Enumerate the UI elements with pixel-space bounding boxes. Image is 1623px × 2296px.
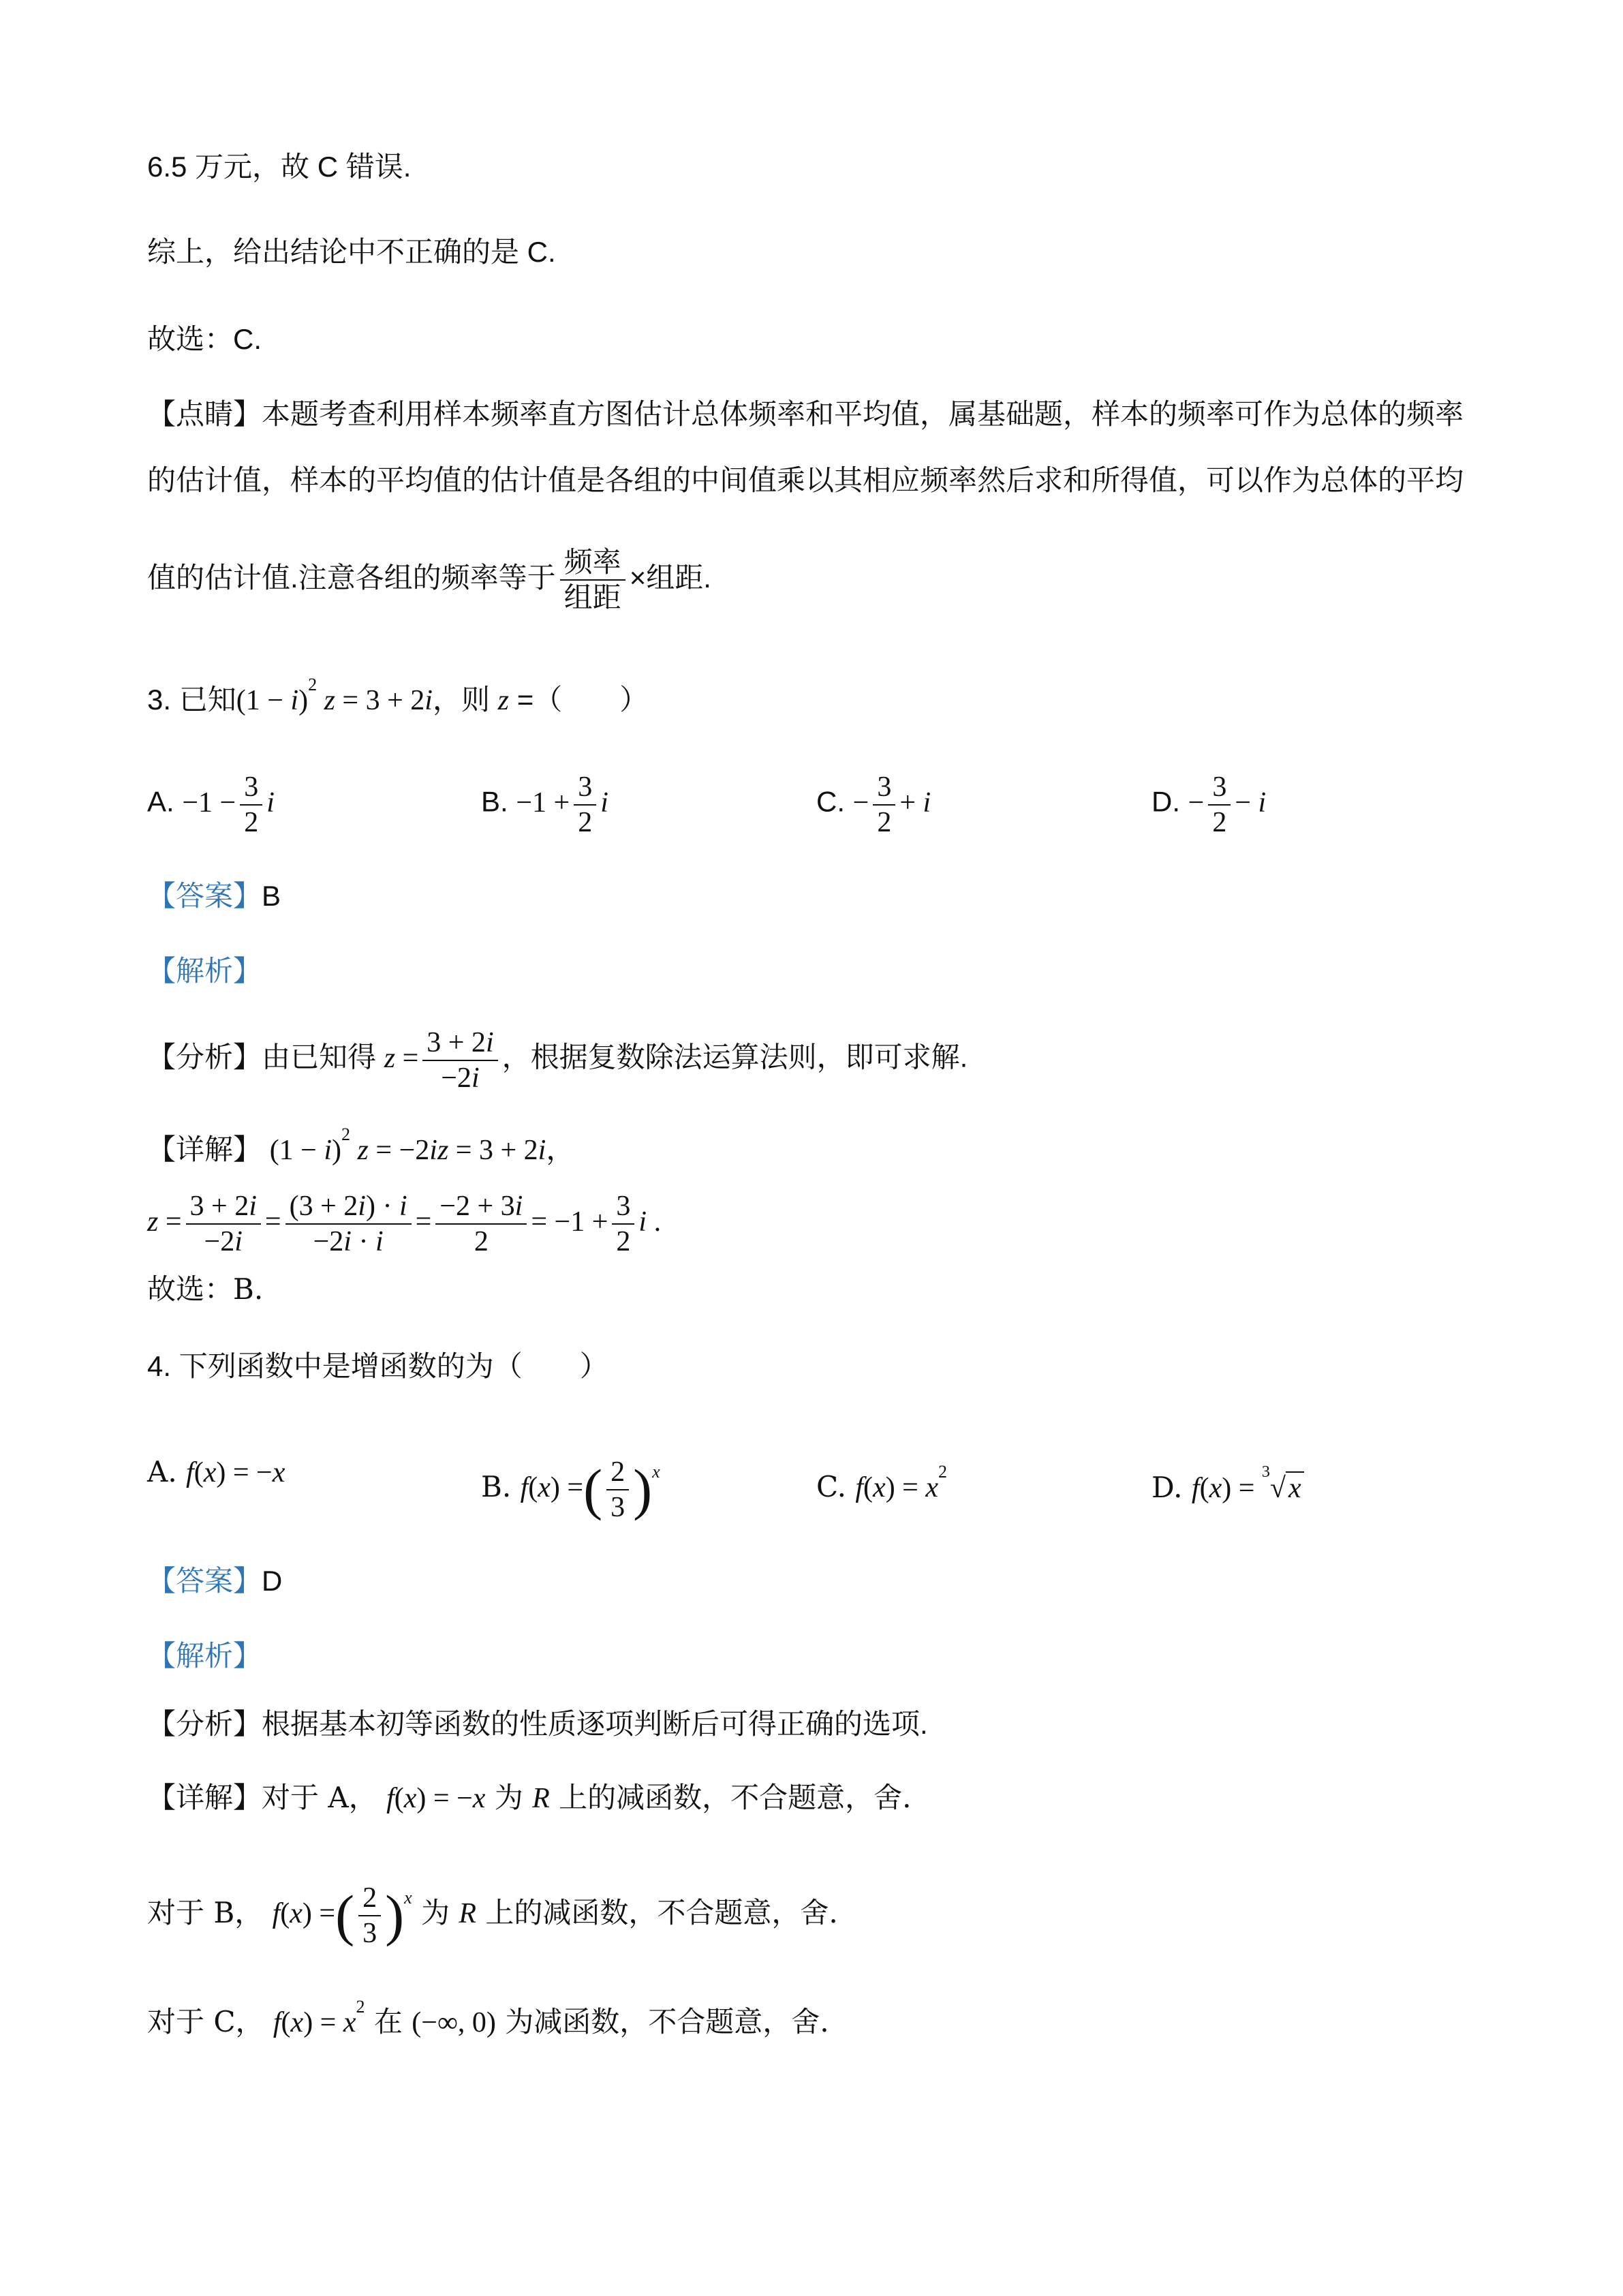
option-expression: −1 + $\frac{3}{2}$ i [516,771,608,838]
option-expression: $f(x) = x^2$ [855,1462,948,1503]
option-expression: f(x) = $^3$√x [1192,1473,1304,1504]
cube-root-symbol: $^3$√x [1262,1452,1304,1509]
fenxi-tag: 【分析】 [147,1041,262,1073]
xiangjie-a-text-c: 上的减函数，不合题意，舍. [559,1781,912,1814]
option-label: C. [816,785,845,818]
xiangjie-tag: 【详解】 [147,1781,262,1813]
fenxi-tag: 【分析】 [147,1708,262,1740]
xiangjie-tag: 【详解】 [147,1133,262,1165]
dianjing-paragraph-line-2: 的估计值，样本的平均值的估计值是各组的中间值乘以其相应频率然后求和所得值，可以作为总体的平均 [147,464,1464,496]
text-line-2: 综上，给出结论中不正确的是 C. [147,236,556,268]
fraction-numerator: 频率 [560,545,625,581]
q4-option-c [816,1452,947,1508]
q3-analysis-tag: 【解析】 [147,955,262,987]
fenxi-text-a: 由已知得 [262,1041,377,1073]
fraction-freq-over-width [560,545,625,615]
q3-stem-c: =（ ） [516,684,649,716]
q4-option-b [481,1452,660,1525]
fraction-denominator: 组距 [563,581,621,613]
q4-option-a [147,1452,285,1493]
xiangjie-b-text-b: 为 [420,1896,450,1929]
q3-choose: 故选：B. [147,1272,264,1306]
xiangjie-b-text-a: 对于 B， [147,1896,264,1929]
q3-option-b [481,770,608,840]
fenxi-text: 根据基本初等函数的性质逐项判断后可得正确的选项. [262,1708,928,1740]
q3-var-z: z [497,685,510,716]
xiangjie-b-text-c: 上的减函数，不合题意，舍. [485,1896,838,1929]
dianjing-text-c: . [703,562,711,594]
xiangjie-c-text-a: 对于 C， [147,2005,264,2038]
option-expression: − $\frac{3}{2}$ − i [1188,771,1267,838]
option-label: B. [481,785,508,818]
q4-fenxi [147,1704,928,1745]
dianjing-paragraph-line-3 [147,545,711,615]
q3-option-d [1151,770,1266,840]
xiangjie-c-text-c: 为减函数，不合题意，舍. [505,2005,829,2038]
q3-equation: $(1 - i)^2$ z = 3 + 2i [236,675,433,716]
fenxi-text-b: ，根据复数除法运算法则，即可求解. [501,1041,968,1073]
q4-xiangjie-a: 【详解】对于 A， f(x) = −x 为 R 上的减函数，不合题意，舍. [147,1781,912,1814]
answer-value: D [262,1565,283,1597]
answer-tag: 【答案】 [147,880,262,912]
q4-xiangjie-b: 对于 B， f(x) =( $\frac{2}{3}$ )$^x$ 为 R 上的减函数，不合题意，舍. [147,1882,838,1950]
option-expression: f(x) = −x [186,1457,285,1488]
xiangjie-a-text-a: 对于 A， [262,1781,377,1814]
option-expression: − $\frac{3}{2}$ + i [852,771,931,838]
question-4-stem: 4. 下列函数中是增函数的为（ ） [147,1350,608,1382]
option-expression: f(x) =( $\frac{2}{3}$ )$^x$ [520,1456,660,1524]
option-label: D. [1151,785,1180,818]
q3-option-c [816,770,931,840]
answer-value: B [262,880,281,912]
xiangjie-formula-1: $(1 - i)^2$ z = −2iz = 3 + 2i， [269,1124,575,1166]
q3-xiangjie-formula-2: z = $\frac{3 + 2i}{-2i}$ = $\frac{(3 + 2i) \cdot i}{-2i \cdot i}$ = $\frac{-2 + 3i}{2}$ = −1 + $\frac{3}{2}$ i . [147,1191,662,1257]
xiangjie-a-text-b: 为 [494,1781,523,1814]
dianjing-paragraph-line-1: 【点睛】本题考查利用样本频率直方图估计总体频率和平均值，属基础题，样本的频率可作为总体的频率 [147,398,1464,430]
option-expression: −1 − $\frac{3}{2}$ i [182,771,275,838]
q3-stem-b: ，则 [432,684,490,716]
q4-answer [147,1561,282,1602]
dianjing-text-a: 值的估计值.注意各组的频率等于 [147,562,556,594]
option-label: C. [816,1470,846,1503]
q3-xiangjie [147,1114,574,1171]
option-label: B. [481,1470,512,1503]
q4-option-d [1151,1452,1304,1509]
answer-tag: 【答案】 [147,1565,262,1597]
q3-stem-a: 3. 已知 [147,684,236,716]
q3-fenxi [147,1026,968,1095]
q3-answer [147,876,281,917]
dianjing-text-b: ×组距 [629,562,704,594]
q4-analysis-tag: 【解析】 [147,1640,262,1672]
option-label: D. [1151,1471,1183,1504]
option-label: A. [147,785,174,818]
question-3-stem [147,664,648,721]
text-line-3: 故选：C. [147,323,262,355]
text-line-1: 6.5 万元，故 C 错误. [147,151,412,183]
option-label: A. [147,1455,177,1488]
q3-option-a [147,770,275,840]
xiangjie-c-text-b: 在 [373,2005,403,2038]
q4-xiangjie-c: 对于 C， $f(x) = x^2$ 在 (−∞, 0) 为减函数，不合题意，舍. [147,1997,829,2038]
fenxi-formula: z = $\frac{3 + 2i}{-2i}$ [384,1043,502,1074]
